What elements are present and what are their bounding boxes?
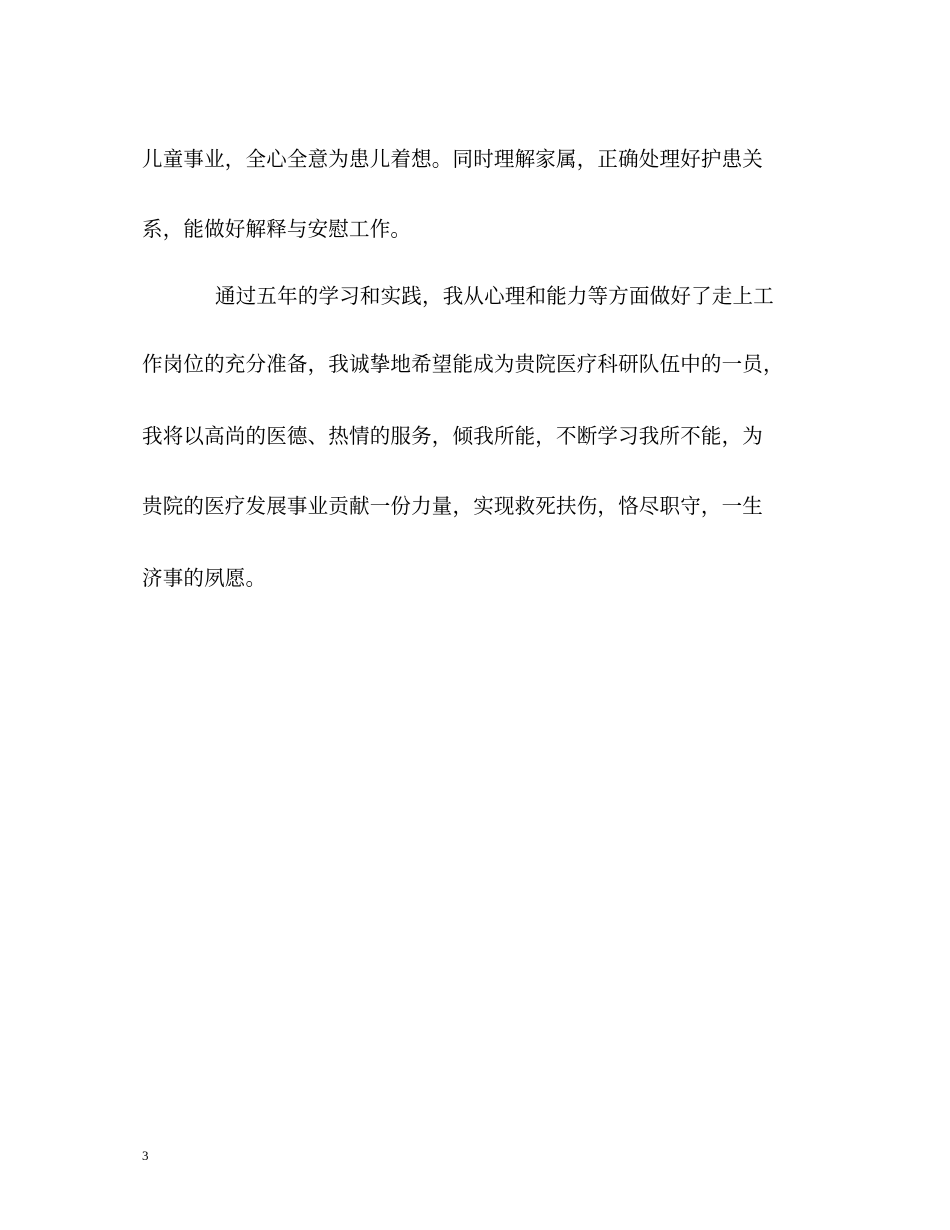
paragraph-line-6: 贵院的医疗发展事业贡献一份力量，实现救死扶伤，恪尽职守，一生 xyxy=(142,494,763,518)
page-number: 3 xyxy=(142,1148,149,1163)
paragraph-line-3: 通过五年的学习和实践，我从心理和能力等方面做好了走上工 xyxy=(215,284,774,308)
paragraph-line-1: 儿童事业，全心全意为患儿着想。同时理解家属，正确处理好护患关 xyxy=(142,147,763,171)
paragraph-line-7: 济事的夙愿。 xyxy=(142,566,267,590)
paragraph-line-5: 我将以高尚的医德、热情的服务，倾我所能，不断学习我所不能，为 xyxy=(142,424,763,448)
paragraph-line-4: 作岗位的充分准备，我诚挚地希望能成为贵院医疗科研队伍中的一员， xyxy=(142,352,784,376)
paragraph-line-2: 系，能做好解释与安慰工作。 xyxy=(142,217,412,241)
